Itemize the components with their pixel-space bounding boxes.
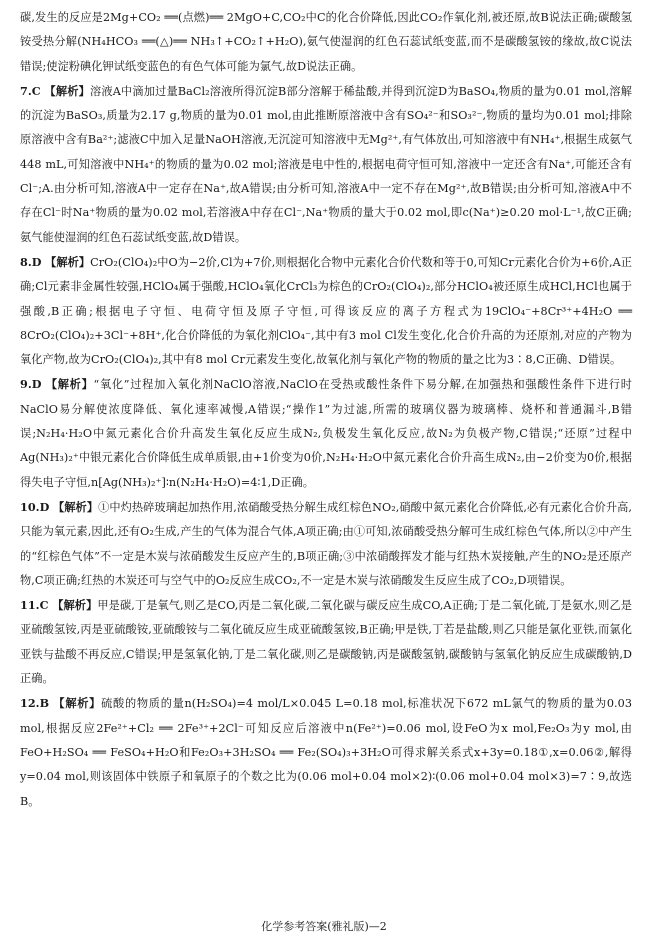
answer-item <box>20 372 632 494</box>
answer-text: 甲是碳,丁是氧气,则乙是CO,丙是二氧化碳,二氧化碳与碳反应生成CO,A正确;丁是二氧化硫,丁是氨水,则乙是亚硫酸氢铵,丙是亚硫酸铵,亚硫酸铵与二氧化硫反应生成亚硫酸氢铵,B正确;甲是铁,丁若是盐酸,则乙只能是氯化亚铁,而氯化亚铁与盐酸不再反应,C错误;甲是氢氧化钠,丁是二氧化碳,则乙是碳酸钠,丙是碳酸氢钠,碳酸钠与氢氧化钠反应生成碳酸钠,D正确。 <box>20 599 632 686</box>
analysis-tag: 【解析】 <box>53 499 99 514</box>
answer-item <box>20 250 632 372</box>
answer-item <box>20 495 632 593</box>
analysis-tag: 【解析】 <box>45 377 94 392</box>
answer-label: 8.D <box>20 254 42 269</box>
answer-label: 7.C <box>20 83 41 98</box>
answer-list <box>20 79 632 814</box>
answer-text: CrO₂(ClO₄)₂中O为−2价,Cl为+7价,则根据化合物中元素化合价代数和等于0,可知Cr元素化合价为+6价,A正确;Cl元素非金属性较强,HClO₄属于强酸,HClO₄氧化CrCl₃为棕色的CrO₂(ClO₄)₂,部分HClO₄被还原生成HCl,HCl也属于强酸,B正确;根据电子守恒、电荷守恒及原子守恒,可得该反应的离子方程式为19ClO₄⁻+8Cr³⁺+4H₂O ══ 8CrO₂(ClO₄)₂+3Cl⁻+8H⁺,化合价降低的为氧化剂ClO₄⁻,其中有3 mol Cl发生变化,化合价升高的为还原剂,对应的产物为氧化产物,故为CrO₂(ClO₄)₂,其中有8 mol Cr元素发生变化,故氧化剂与氧化产物的物质的量之比为3∶8,C正确、D错误。 <box>20 255 632 367</box>
answer-item <box>20 79 632 250</box>
analysis-tag: 【解析】 <box>45 254 91 269</box>
analysis-tag: 【解析】 <box>53 696 102 711</box>
answer-label: 9.D <box>20 377 42 392</box>
answer-item <box>20 593 632 691</box>
continuation-paragraph: 碳,发生的反应是2Mg+CO₂ ══(点燃)══ 2MgO+C,CO₂中C的化合价降低,因此CO₂作氧化剂,被还原,故B说法正确;碳酸氢铵受热分解(NH₄HCO₃ ══(△)══ NH₃↑+CO₂↑+H₂O),氨气使湿润的红色石蕊试纸变蓝,而不是碳酸氢铵的缘故,故C说法错误;使淀粉碘化钾试纸变蓝色的有色气体可能为氯气,故D说法正确。 <box>20 11 632 73</box>
answer-item <box>20 691 632 813</box>
answer-label: 10.D <box>20 499 50 514</box>
answer-text: 溶液A中滴加过量BaCl₂溶液所得沉淀B部分溶解于稀盐酸,并得到沉淀D为BaSO₄,物质的量为0.01 mol,溶解的沉淀为BaSO₃,质量为2.17 g,物质的量为0.01 mol,由此推断原溶液中含有SO₄²⁻和SO₃²⁻,物质的量均为0.01 mol;排除原溶液中含有Ba²⁺;滤液C中加入足量NaOH溶液,无沉淀可知溶液中无Mg²⁺,有气体放出,可知溶液中有NH₄⁺,根据生成氨气448 mL,可知溶液中NH₄⁺的物质的量为0.02 mol;溶液是电中性的,根据电荷守恒可知,溶液中一定还含有Na⁺,可能还含有Cl⁻;A.由分析可知,溶液A中一定存在Na⁺,故A错误;由分析可知,溶液A中一定不存在Mg²⁺,故B错误;由分析可知,溶液A中不存在Cl⁻时Na⁺物质的量为0.02 mol,若溶液A中存在Cl⁻,Na⁺物质的量大于0.02 mol,即c(Na⁺)≥0.20 mol·L⁻¹,故C正确;氨气能使湿润的红色石蕊试纸变蓝,故D错误。 <box>20 84 632 244</box>
analysis-tag: 【解析】 <box>52 598 98 613</box>
analysis-tag: 【解析】 <box>44 83 90 98</box>
answer-text: “氧化”过程加入氧化剂NaClO溶液,NaClO在受热或酸性条件下易分解,在加强热和强酸性条件下进行时NaClO易分解使浓度降低、氧化速率减慢,A错误;“操作1”为过滤,所需的玻璃仪器为玻璃棒、烧杯和普通漏斗,B错误;N₂H₄·H₂O中氮元素化合价升高发生氧化反应生成N₂,负极发生氧化反应,故N₂为负极产物,C错误;“还原”过程中Ag(NH₃)₂⁺中银元素化合价降低生成单质银,由+1价变为0价,N₂H₄·H₂O中氮元素化合价升高生成N₂,由−2价变为0价,根据得失电子守恒,n[Ag(NH₃)₂⁺]∶n(N₂H₄·H₂O)=4∶1,D正确。 <box>20 378 633 489</box>
answer-text: 硫酸的物质的量n(H₂SO₄)=4 mol/L×0.045 L=0.18 mol,标准状况下672 mL氯气的物质的量为0.03 mol,根据反应2Fe²⁺+Cl₂ ══ 2Fe³⁺+2Cl⁻可知反应后溶液中n(Fe²⁺)=0.06 mol,设FeO为x mol,Fe₂O₃为y mol,由FeO+H₂SO₄ ══ FeSO₄+H₂O和Fe₂O₃+3H₂SO₄ ══ Fe₂(SO₄)₃+3H₂O可得求解关系式x+3y=0.18①,x=0.06②,解得y=0.04 mol,则该固体中铁原子和氧原子的个数之比为(0.06 mol+0.04 mol×2)∶(0.06 mol+0.04 mol×3)=7∶9,故选B。 <box>20 697 633 808</box>
answer-label: 12.B <box>20 696 50 711</box>
answer-label: 11.C <box>20 598 49 613</box>
page-footer: 化学参考答案(雅礼版)—2 <box>261 920 387 933</box>
answer-text: ①中灼热碎玻璃起加热作用,浓硝酸受热分解生成红棕色NO₂,硝酸中氮元素化合价降低,必有元素化合价升高,只能为氧元素,因此,还有O₂生成,产生的气体为混合气体,A项正确;由①可知,浓硝酸受热分解可生成红棕色气体,所以②中产生的“红棕色气体”不一定是木炭与浓硝酸发生反应产生的,B项正确;③中浓硝酸挥发才能与红热木炭接触,产生的NO₂是还原产物,C项正确;红热的木炭还可与空气中的O₂反应生成CO₂,不一定是木炭与浓硝酸发生反应生成了CO₂,D项错误。 <box>20 500 632 587</box>
